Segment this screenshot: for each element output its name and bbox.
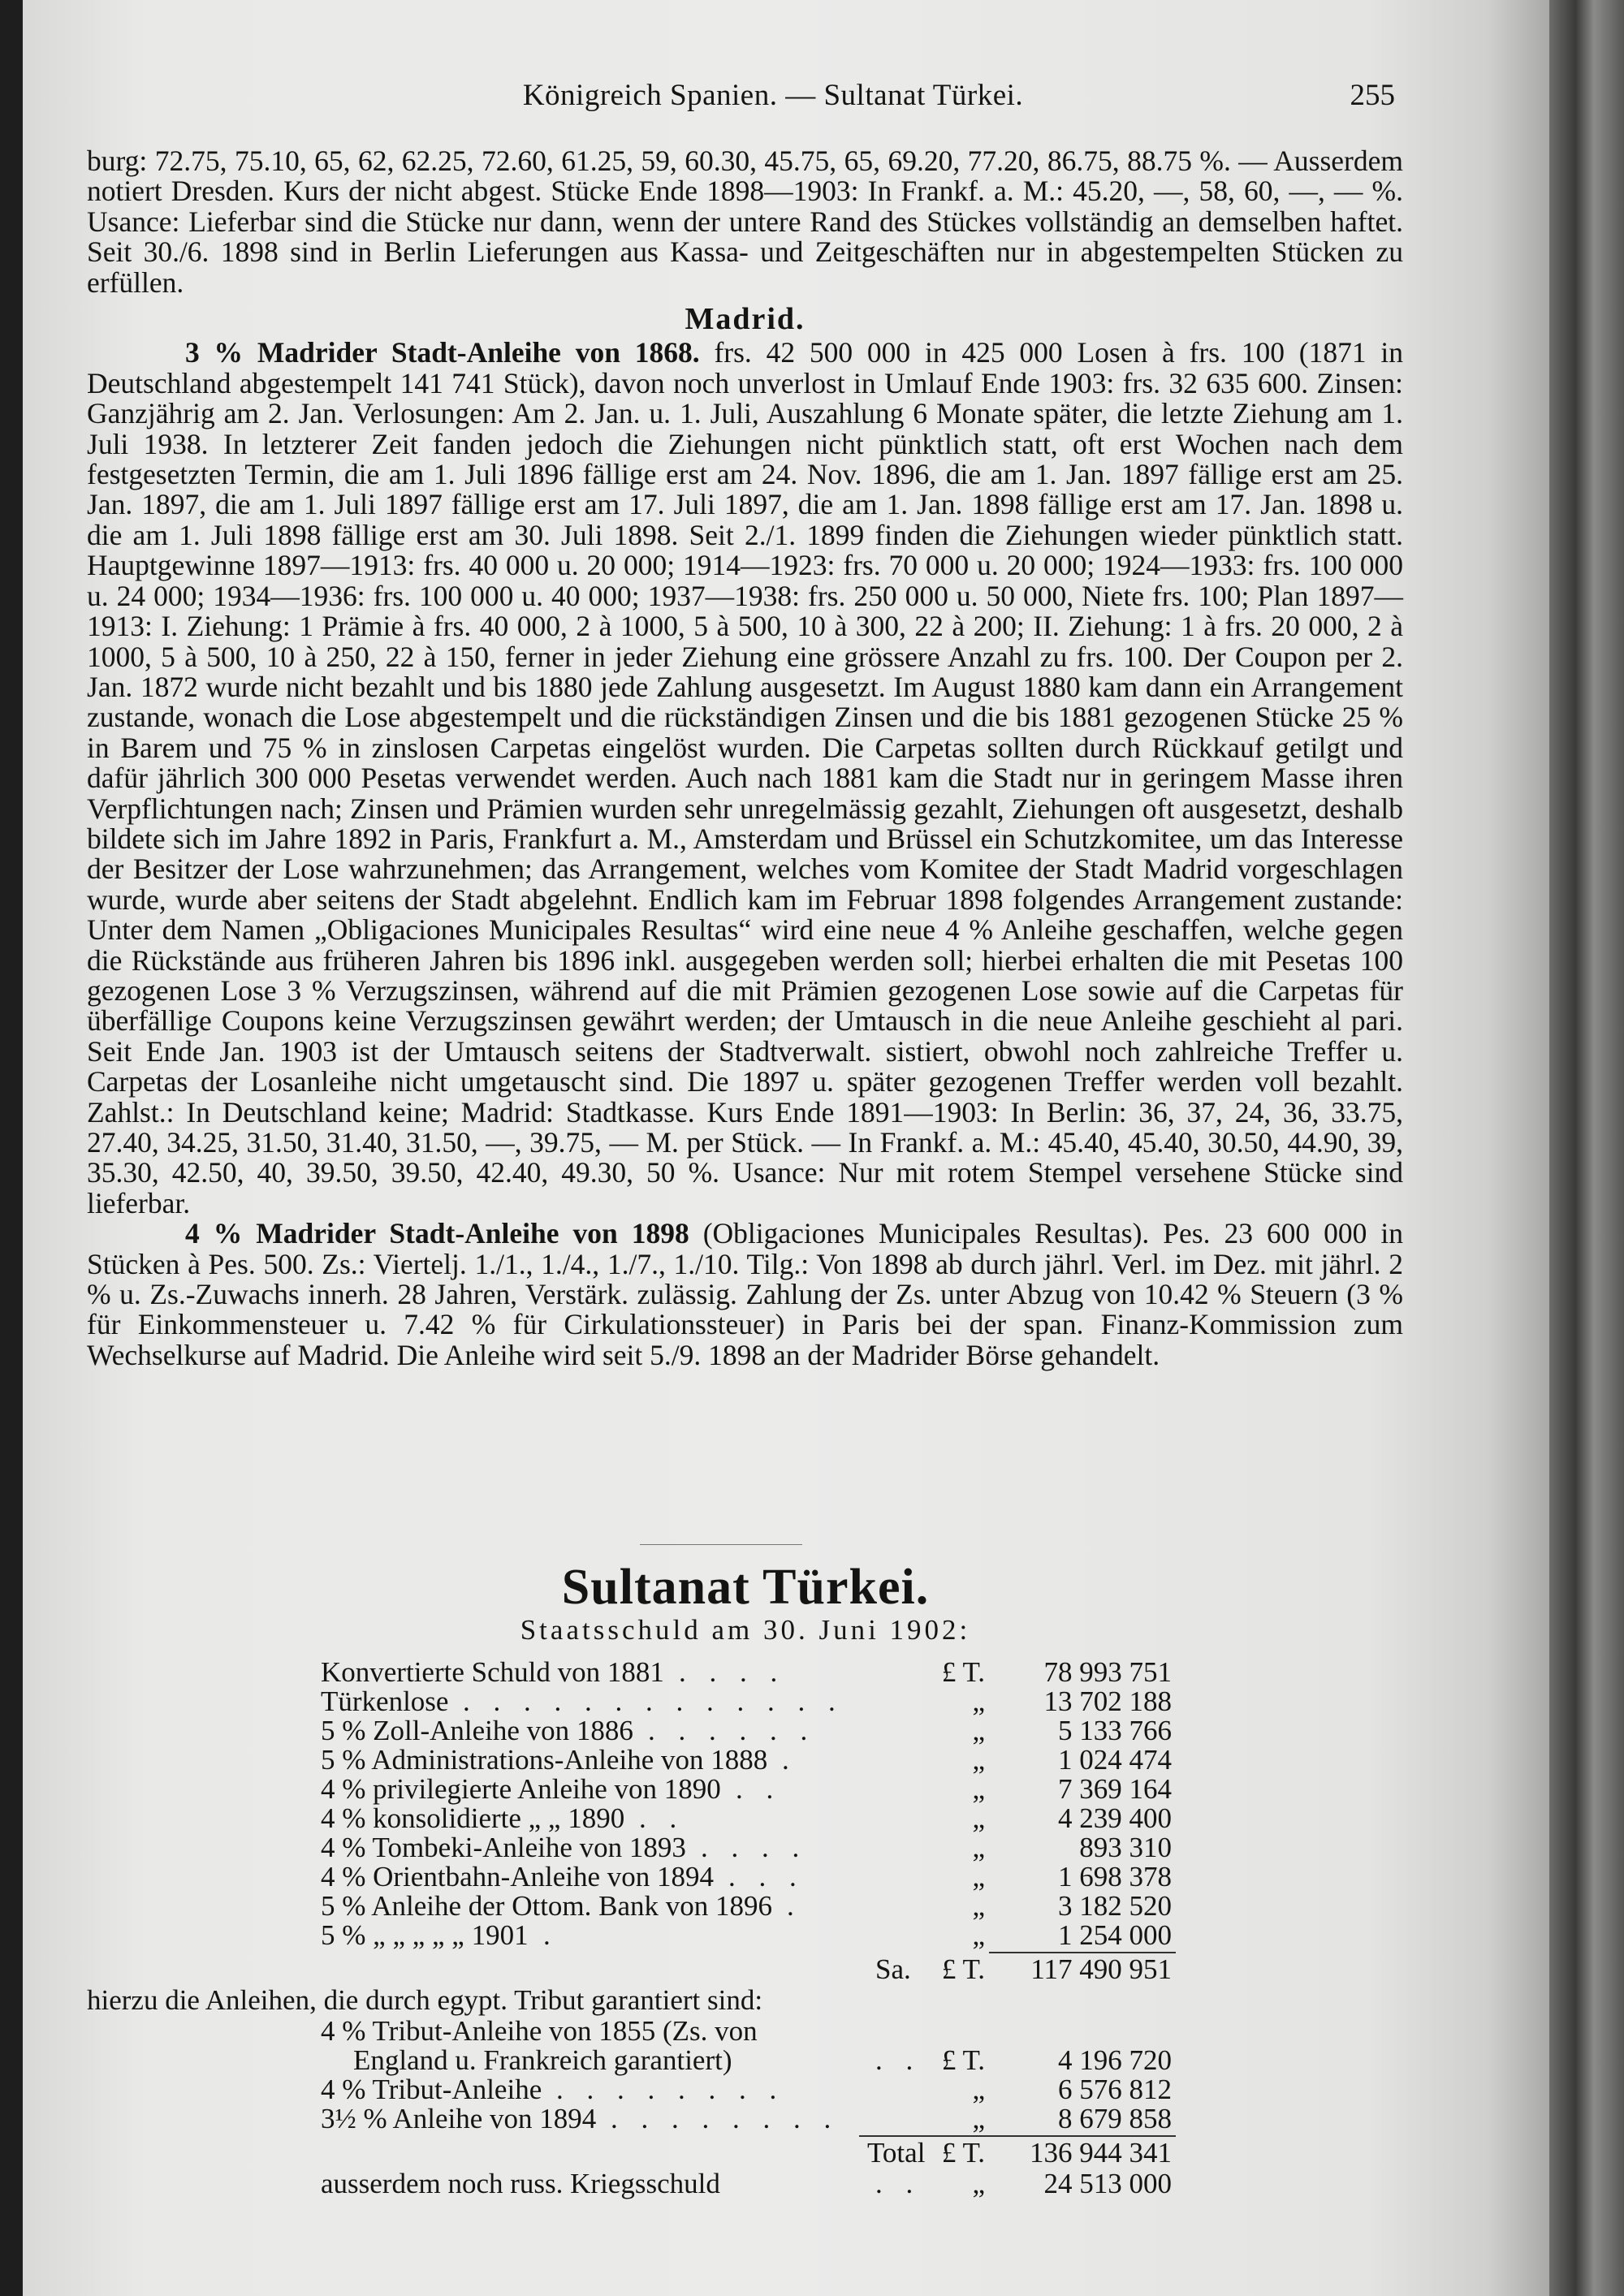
extra-row <box>23 2169 1549 2199</box>
amount: 136 944 341 <box>1030 2137 1172 2169</box>
tribute-label: 4 % Tribut-Anleihe von 1855 (Zs. von <box>321 2015 758 2047</box>
leader-dots: . . . . <box>701 1832 808 1863</box>
currency-mark: £ T. <box>941 1953 985 1985</box>
amount: 8 679 858 <box>1058 2103 1172 2134</box>
scan-left-border <box>0 0 23 2296</box>
currency-mark: £ T. <box>941 1656 985 1688</box>
amount: 1 024 474 <box>1058 1744 1172 1776</box>
amount: 5 133 766 <box>1058 1715 1172 1746</box>
intro-paragraph: burg: 72.75, 75.10, 65, 62, 62.25, 72.60, 61.25, 59, 60.30, 45.75, 65, 69.20, 77.20, 86.75, 88.75 %. — Ausserdem notiert Dresden. Kurs der nicht abgest. Stücke Ende 1898—1903: In Frankf. a. M.: 45.20, —, 58, 60, —, — %. Usance: Lieferbar sind die Stücke nur dann, wenn der untere Rand des Stückes vollständig an demselben haftet. Seit 30./6. 1898 sind in Berlin Lieferungen aus Kassa- und Zeitgeschäften nur in abgestempelten Stücken zu erfüllen. <box>87 145 1403 299</box>
debt-label: 4 % Orientbahn-Anleihe von 1894 <box>321 1861 715 1892</box>
loan-1868-title: 3 % Madrider Stadt-Anleihe von 1868. <box>185 336 700 369</box>
amount: 6 576 812 <box>1058 2074 1172 2105</box>
currency-mark: „ <box>972 1861 985 1892</box>
leader-dots: . . <box>736 1773 782 1805</box>
currency-mark: „ <box>972 1773 985 1805</box>
currency-mark: „ <box>972 1685 985 1717</box>
debt-row <box>23 1892 1549 1921</box>
total-label: Total <box>867 2137 926 2169</box>
debt-label: 5 % „ „ „ „ „ 1901 <box>321 1919 529 1951</box>
running-header: Königreich Spanien. — Sultanat Türkei. <box>522 79 1024 112</box>
body-text <box>87 146 1403 1370</box>
leader-dots: . . . . . . . . <box>556 2074 785 2105</box>
currency-mark: „ <box>972 1890 985 1922</box>
currency-mark: „ <box>972 2168 985 2199</box>
leader-dots: . . . . . . <box>648 1715 816 1746</box>
amount: 78 993 751 <box>1043 1656 1172 1688</box>
debt-label: Konvertierte Schuld von 1881 <box>321 1656 664 1688</box>
sum-row <box>23 1955 1549 1984</box>
page-number: 255 <box>1350 79 1395 112</box>
amount: 1 698 378 <box>1058 1861 1172 1892</box>
debt-row <box>23 1658 1549 1687</box>
leader-dots: . . . . <box>679 1656 786 1688</box>
tribute-label: 4 % Tribut-Anleihe <box>321 2074 542 2105</box>
loan-1898-text: (Obligaciones Municipales Resultas). Pes. 23 600 000 in Stücken à Pes. 500. Zs.: Viertelj. 1./1., 1./4., 1./7., 1./10. Tilg.: Von 1898 ab durch jährl. Verl. im Dez. mit jährl. 2 % u. Zs.-Zuwachs innerh. 28 Jahren, Verstärk. zulässig. Zahlung der Zs. unter Abzug von 10.42 % Steuern (3 % für Einkommensteuer u. 7.42 % für Cirkulationssteuer) in Paris bei der span. Finanz-Kommission zum Wechselkurse auf Madrid. Die Anleihe wird seit 5./9. 1898 an der Madrider Börse gehandelt. <box>87 1217 1404 1371</box>
debt-row <box>23 1804 1549 1833</box>
currency-mark: „ <box>972 1802 985 1834</box>
total-row <box>23 2138 1549 2168</box>
amount: 117 490 951 <box>1030 1953 1172 1985</box>
debt-label: 5 % Administrations-Anleihe von 1888 <box>321 1744 768 1776</box>
loan-1898-paragraph <box>87 1219 1403 1370</box>
currency-mark: „ <box>972 1832 985 1863</box>
book-page <box>23 0 1549 2296</box>
debt-row <box>23 1921 1549 1950</box>
loan-1898-title: 4 % Madrider Stadt-Anleihe von 1898 <box>185 1217 689 1250</box>
amount: 7 369 164 <box>1058 1773 1172 1805</box>
leader-dots: . <box>782 1744 797 1776</box>
leader-dots: . . . . . . . . . . . . . <box>463 1685 844 1717</box>
tribute-label-cont: England u. Frankreich garantiert) <box>353 2044 732 2076</box>
amount: 13 702 188 <box>1043 1685 1172 1717</box>
leader-dots: . . . <box>728 1861 805 1892</box>
section-heading-turkey: Sultanat Türkei. <box>561 1560 930 1615</box>
amount: 893 310 <box>1079 1832 1172 1863</box>
amount: 4 239 400 <box>1058 1802 1172 1834</box>
leader-dots: . . <box>639 1802 685 1834</box>
currency-mark: „ <box>972 1919 985 1951</box>
debt-label: 4 % konsolidierte „ „ 1890 <box>321 1802 625 1834</box>
loan-1868-text: frs. 42 500 000 in 425 000 Losen à frs. 100 (1871 in Deutschland abgestempelt 141 741 Stück), davon noch unverlost in Umlauf Ende 1903: frs. 32 635 600. Zinsen: Ganzjährig am 2. Jan. Verlosungen: Am 2. Jan. u. 1. Juli, Auszahlung 6 Monate später, die letzte Ziehung am 1. Juli 1938. In letzterer Zeit fanden jedoch die Ziehungen nicht pünktlich statt, oft erst Wochen nach dem festgesetzten Termin, die am 1. Juli 1896 fällige erst am 24. Nov. 1896, die am 1. Jan. 1897 fällige erst am 25. Jan. 1897, die am 1. Juli 1897 fällige erst am 17. Juli 1897, die am 1. Jan. 1898 fällige erst am 17. Jan. 1898 u. die am 1. Juli 1898 fällige erst am 30. Juli 1898. Seit 2./1. 1899 finden die Ziehungen wieder pünktlich statt. Hauptgewinne 1897—1913: frs. 40 000 u. 20 000; 1914—1923: frs. 70 000 u. 20 000; 1924—1933: frs. 100 000 u. 24 000; 1934—1936: frs. 100 000 u. 40 000; 1937—1938: frs. 250 000 u. 50 000, Niete frs. 100; Plan 1897—1913: I. Ziehung: 1 Prämie à frs. 40 000, 2 à 1000, 5 à 500, 10 à 300, 22 à 200; II. Ziehung: 1 à frs. 20 000, 2 à 1000, 5 à 500, 10 à 250, 22 à 150, ferner in jeder Ziehung eine grössere Anzahl zu frs. 100. Der Coupon per 2. Jan. 1872 wurde nicht bezahlt und bis 1880 jede Zahlung ausgesetzt. Im August 1880 kam dann ein Arrangement zustande, wonach die Lose abgestempelt und die rückständigen Zinsen und die bis 1881 gezogenen Stücke 25 % in Barem und 75 % in zinslosen Carpetas eingelöst wurden. Die Carpetas sollten durch Rückkauf getilgt und dafür jährlich 300 000 Pesetas verwendet werden. Auch nach 1881 kam die Stadt nur in geringem Masse ihren Verpflichtungen nach; Zinsen und Prämien wurden sehr unregelmässig gezahlt, Ziehungen oft ausgesetzt, deshalb bildete sich im Jahre 1892 in Paris, Frankfurt a. M., Amsterdam und Brüssel ein Schutzkomitee, um das Interesse der Besitzer der Lose wahrzunehmen; das Arrangement, welches vom Komitee der Stadt Madrid vorgeschlagen wurde, wurde aber seitens der Stadt abgelehnt. Endlich kam im Februar 1898 folgendes Arrangement zustande: Unter dem Namen „Obligaciones Municipales Resultas“ wird eine neue 4 % Anleihe geschaffen, welche gegen die Rückstände aus früheren Jahren bis 1896 inkl. ausgegeben werden soll; hierbei erhalten die mit Pesetas 100 gezogenen Lose 3 % Verzugszinsen, während auf die mit Prämien gezogenen Lose sowie auf die Carpetas für überfällige Coupons keine Verzugszinsen gewährt werden; der Umtausch in die neue Anleihe geschieht al pari. Seit Ende Jan. 1903 ist der Umtausch seitens der Stadtverwalt. sistiert, obwohl noch zahlreiche Treffer u. Carpetas der Losanleihe nicht umgetauscht sind. Die 1897 u. später gezogenen Treffer werden voll bezahlt. Zahlst.: In Deutschland keine; Madrid: Stadtkasse. Kurs Ende 1891—1903: In Berlin: 36, 37, 24, 36, 33.75, 27.40, 34.25, 31.50, 31.40, 31.50, —, 39.75, — M. per Stück. — In Frankf. a. M.: 45.40, 45.40, 30.50, 44.90, 39, 35.30, 42.50, 40, 39.50, 39.50, 42.40, 49.30, 50 %. Usance: Nur mit rotem Stempel versehene Stücke sind lieferbar. <box>87 336 1403 1219</box>
section-heading-madrid: Madrid. <box>685 302 806 337</box>
currency-mark: £ T. <box>941 2044 985 2076</box>
debt-table-caption: Staatsschuld am 30. Juni 1902: <box>520 1614 971 1646</box>
leader-dots: . . . . . . . . <box>611 2103 840 2134</box>
debt-row <box>23 1746 1549 1775</box>
debt-label: Türkenlose <box>321 1685 449 1717</box>
currency-mark: „ <box>972 1744 985 1776</box>
amount: 4 196 720 <box>1058 2044 1172 2076</box>
debt-row <box>23 1862 1549 1892</box>
tribute-label: 3½ % Anleihe von 1894 <box>321 2103 597 2134</box>
debt-label: 5 % Zoll-Anleihe von 1886 <box>321 1715 633 1746</box>
debt-row <box>23 1775 1549 1804</box>
leader-dots: . <box>787 1890 802 1922</box>
sum-label: Sa. <box>875 1953 911 1985</box>
section-divider <box>640 1544 802 1545</box>
currency-mark: „ <box>972 1715 985 1746</box>
debt-label: 4 % privilegierte Anleihe von 1890 <box>321 1773 721 1805</box>
currency-mark: „ <box>972 2103 985 2134</box>
amount: 1 254 000 <box>1058 1919 1172 1951</box>
amount: 24 513 000 <box>1043 2168 1172 2199</box>
leader-dots: . . <box>875 2044 922 2076</box>
scan-right-border <box>1549 0 1624 2296</box>
debt-row <box>23 1687 1549 1716</box>
debt-label: 5 % Anleihe der Ottom. Bank von 1896 <box>321 1890 773 1922</box>
loan-1868-paragraph <box>87 338 1403 1219</box>
debt-row <box>23 2075 1549 2104</box>
tribute-intro: hierzu die Anleihen, die durch egypt. Tribut garantiert sind: <box>87 1984 763 2016</box>
debt-row <box>23 1716 1549 1746</box>
debt-row <box>23 2104 1549 2134</box>
leader-dots: . . <box>875 2168 922 2199</box>
currency-mark: „ <box>972 2074 985 2105</box>
debt-row <box>23 2046 1549 2075</box>
leader-dots: . <box>543 1919 559 1951</box>
currency-mark: £ T. <box>941 2137 985 2169</box>
debt-label: 4 % Tombeki-Anleihe von 1893 <box>321 1832 686 1863</box>
debt-row <box>23 1833 1549 1862</box>
extra-label: ausserdem noch russ. Kriegsschuld <box>321 2168 720 2199</box>
amount: 3 182 520 <box>1058 1890 1172 1922</box>
